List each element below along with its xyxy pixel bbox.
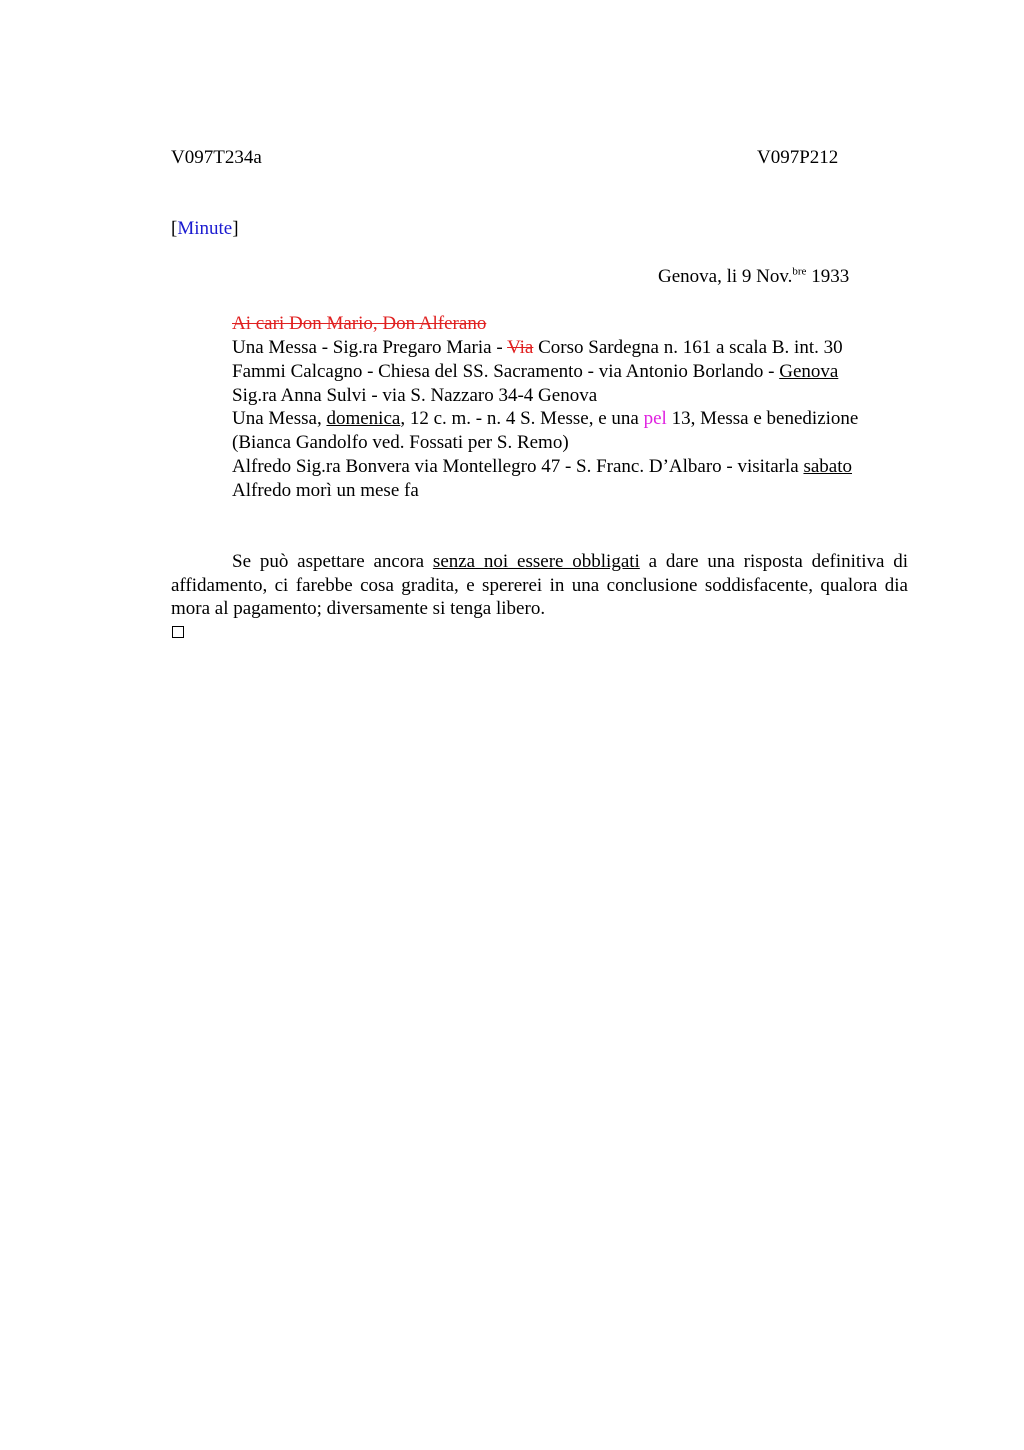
note-line-2: Una Messa - Sig.ra Pregaro Maria - Via Corso Sardegna n. 161 a scala B. int. 30 (232, 337, 843, 358)
document-code-left: V097T234a (171, 147, 262, 168)
note-line-1: Ai cari Don Mario, Don Alferano (232, 313, 487, 334)
document-code-right: V097P212 (757, 147, 839, 168)
document-type-label: Minute (177, 218, 233, 239)
note-line-4: Sig.ra Anna Sulvi - via S. Nazzaro 34-4 Genova (232, 385, 598, 406)
note-line-5: Una Messa, domenica, 12 c. m. - n. 4 S. Messe, e una pel 13, Messa e benedizione (232, 408, 859, 429)
note-line-3: Fammi Calcagno - Chiesa del SS. Sacramento - via Antonio Borlando - Genova (232, 361, 839, 382)
document-type-tag: [Minute] (171, 218, 239, 239)
note-line-8: Alfredo morì un mese fa (232, 480, 419, 501)
note-line-7: Alfredo Sig.ra Bonvera via Montellegro 47 - S. Franc. D’Albaro - visitarla sabato (232, 456, 852, 477)
body-paragraph: Se può aspettare ancora senza noi essere obbligati a dare una risposta definitiva di affidamento, ci farebbe cosa gradita, e spererei in una conclusione soddisfacente, qualora dia mora al pagamento; diversamente si tenga libero. (171, 551, 908, 619)
checkbox-icon (172, 626, 184, 638)
note-line-6: (Bianca Gandolfo ved. Fossati per S. Remo) (232, 432, 569, 453)
letter-date: Genova, li 9 Nov.$^{bre}$ 1933 (658, 265, 850, 287)
